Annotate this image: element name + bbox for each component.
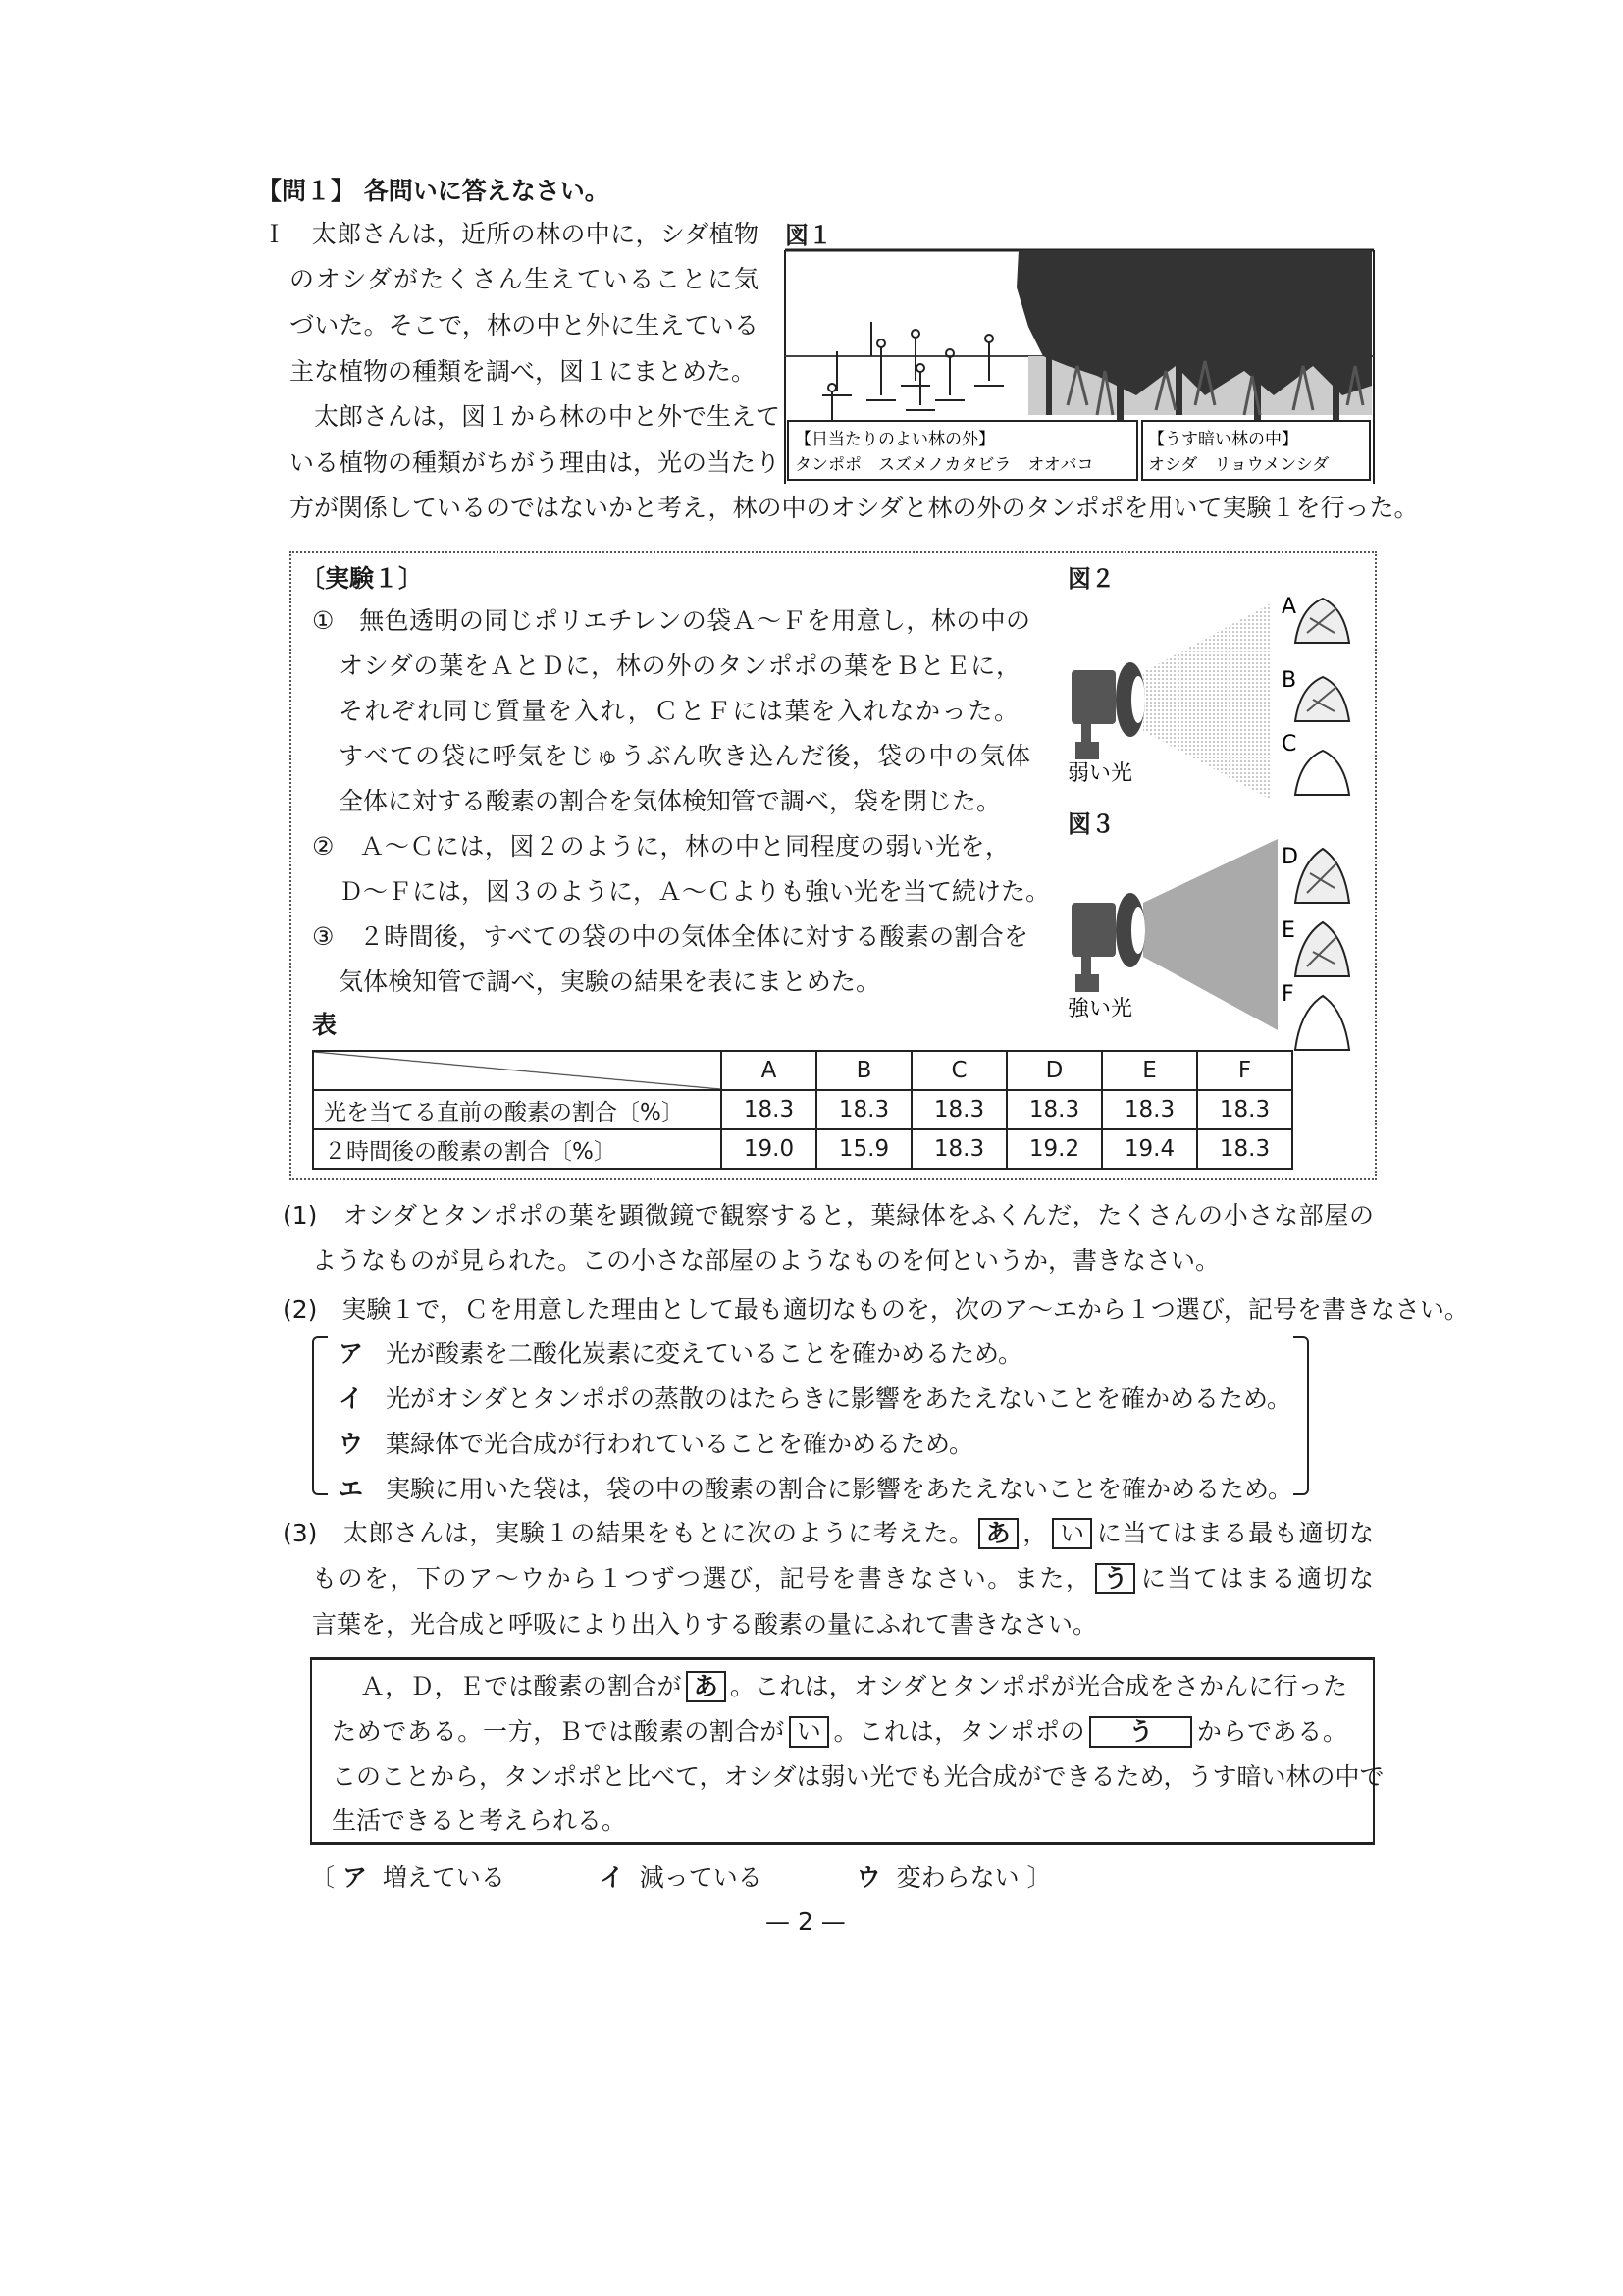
option-text: 光が酸素を二酸化炭素に変えていることを確かめるため。 <box>386 1339 1023 1368</box>
table-cell: 18.3 <box>721 1090 816 1129</box>
q3-text: ものを，下のア～ウから１つずつ選び，記号を書きなさい。また， <box>312 1564 1092 1592</box>
table-cell: 18.3 <box>816 1090 912 1129</box>
experiment-line: 全体に対する酸素の割合を気体検知管で調べ，袋を閉じた。 <box>339 787 1002 815</box>
q3-text: に当てはまる適切な <box>1139 1564 1374 1592</box>
intro-line: のオシダがたくさん生えていることに気 <box>289 265 759 293</box>
box-text: 。これは，タンポポの <box>832 1717 1086 1746</box>
row-header: ２時間後の酸素の割合〔%〕 <box>313 1129 721 1169</box>
choice-key: ア <box>341 1863 367 1892</box>
bag-label-a: A <box>1282 595 1297 619</box>
intro-line: Ｉ 太郎さんは，近所の林の中に，シダ植物 <box>262 220 759 248</box>
table-header-row <box>313 1051 1292 1090</box>
table-cell: 18.3 <box>1197 1090 1292 1129</box>
choice-key: ウ <box>856 1863 881 1892</box>
outside-title: 【日当たりのよい林の外】 <box>795 430 995 449</box>
experiment-line: 気体検知管で調べ，実験の結果を表にまとめた。 <box>339 967 880 996</box>
table-cell: 18.3 <box>1197 1129 1292 1169</box>
choice-text: 増えている <box>382 1863 505 1892</box>
col-header: B <box>816 1051 912 1090</box>
blank-u: う <box>1095 1563 1135 1594</box>
experiment-title: 〔実験１〕 <box>300 564 424 593</box>
outside-plants: タンポポ スズメノカタビラ オオバコ <box>795 455 1094 475</box>
box-line: このことから，タンポポと比べて，オシダは弱い光でも光合成ができるため，うす暗い林の中で <box>332 1762 1385 1791</box>
box-text: 。これは，オシダとタンポポが光合成をさかんに行った <box>729 1672 1347 1700</box>
right-bracket <box>1293 1336 1309 1495</box>
col-header: F <box>1197 1051 1292 1090</box>
q3-text: に当てはまる最も適切な <box>1096 1519 1374 1547</box>
box-text: ためである。一方，Ｂでは酸素の割合が <box>332 1717 785 1746</box>
q2-line: (2) 実験１で，Ｃを用意した理由として最も適切なものを，次のア～エから１つ選び，記号を書きなさい。 <box>283 1295 1469 1324</box>
inside-plants: オシダ リョウメンシダ <box>1148 455 1330 475</box>
option-key: エ <box>339 1475 364 1503</box>
q3-line: 言葉を，光合成と呼吸により出入りする酸素の量にふれて書きなさい。 <box>312 1610 1098 1639</box>
q1-line: (1) オシダとタンポポの葉を顕微鏡で観察すると，葉緑体をふくんだ，たくさんの小さな部屋の <box>283 1201 1374 1229</box>
option-text: 光がオシダとタンポポの蒸散のはたらきに影響をあたえないことを確かめるため。 <box>386 1384 1292 1413</box>
bag-label-c: C <box>1282 732 1297 757</box>
bracket-close: 〕 <box>1026 1863 1052 1892</box>
table-corner-cell <box>313 1051 721 1090</box>
box-text: Ａ，Ｄ，Ｅでは酸素の割合が <box>360 1672 682 1700</box>
intro-line: 主な植物の種類を調べ，図１にまとめた。 <box>289 357 757 386</box>
intro-line: いる植物の種類がちがう理由は，光の当たり <box>289 448 781 477</box>
bag-label-d: D <box>1282 845 1298 869</box>
bracket-open: 〔 <box>310 1863 336 1892</box>
q3-line <box>312 1562 1374 1595</box>
strong-light-label: 強い光 <box>1068 997 1133 1021</box>
table-row <box>313 1129 1292 1169</box>
intro-line: 太郎さんは，図１から林の中と外で生えて <box>289 402 781 431</box>
option-text: 実験に用いた袋は，袋の中の酸素の割合に影響をあたえないことを確かめるため。 <box>386 1475 1293 1503</box>
table-cell: 18.3 <box>1102 1090 1197 1129</box>
table-cell: 18.3 <box>912 1090 1007 1129</box>
figure1-illustration <box>783 248 1376 486</box>
bag-label-b: B <box>1282 668 1297 693</box>
experiment-line: ③ ２時間後，すべての袋の中の気体全体に対する酸素の割合を <box>312 922 1028 951</box>
col-header: D <box>1007 1051 1102 1090</box>
q3-line <box>283 1517 1374 1550</box>
figure2-illustration <box>1060 584 1374 809</box>
box-line <box>360 1670 1347 1703</box>
experiment-line: Ｄ～Ｆには，図３のように，Ａ～Ｃよりも強い光を当て続けた。 <box>339 877 1051 906</box>
table-cell: 15.9 <box>816 1129 912 1169</box>
table-cell: 19.0 <box>721 1129 816 1169</box>
figure3-label: 図３ <box>1068 810 1115 838</box>
q3-text: ， <box>1021 1519 1049 1547</box>
blank-a: あ <box>978 1518 1019 1549</box>
option-key: ア <box>339 1339 364 1368</box>
page-number: — 2 — <box>765 1907 846 1936</box>
box-text: からである。 <box>1196 1717 1347 1746</box>
q3-text: (3) 太郎さんは，実験１の結果をもとに次のように考えた。 <box>283 1519 974 1547</box>
figure2-label: 図２ <box>1068 565 1115 593</box>
blank-i: い <box>789 1716 829 1748</box>
bag-label-f: F <box>1282 982 1294 1007</box>
experiment-line: ② Ａ～Ｃには，図２のように，林の中と同程度の弱い光を， <box>312 832 1010 861</box>
results-table <box>312 1050 1293 1170</box>
inside-title: 【うす暗い林の中】 <box>1148 430 1298 449</box>
option-text: 葉緑体で光合成が行われていることを確かめるため。 <box>386 1430 974 1458</box>
col-header: A <box>721 1051 816 1090</box>
intro-line: づいた。そこで，林の中と外に生えている <box>289 311 759 339</box>
table-cell: 18.3 <box>912 1129 1007 1169</box>
choice-key: イ <box>599 1863 624 1892</box>
figure1-label: 図１ <box>785 222 832 249</box>
intro-line: 方が関係しているのではないかと考え，林の中のオシダと林の外のタンポポを用いて実験１を行った。 <box>289 494 1419 522</box>
row-header: 光を当てる直前の酸素の割合〔%〕 <box>313 1090 721 1129</box>
col-header: E <box>1102 1051 1197 1090</box>
blank-i: い <box>1052 1518 1092 1549</box>
figure3-illustration <box>1060 829 1374 1055</box>
experiment-line: ① 無色透明の同じポリエチレンの袋Ａ～Ｆを用意し，林の中の <box>312 606 1030 635</box>
option-key: ウ <box>339 1430 364 1458</box>
box-line: 生活できると考えられる。 <box>332 1806 627 1835</box>
blank-a: あ <box>686 1671 726 1702</box>
experiment-line: すべての袋に呼気をじゅうぶん吹き込んだ後，袋の中の気体 <box>339 742 1030 770</box>
question-title: 【問１】 各問いに答えなさい。 <box>257 177 609 205</box>
weak-light-label: 弱い光 <box>1068 761 1133 786</box>
table-cell: 19.4 <box>1102 1129 1197 1169</box>
experiment-line: オシダの葉をＡとＤに，林の外のタンポポの葉をＢとＥに， <box>339 652 1021 680</box>
blank-u: う <box>1089 1716 1192 1748</box>
table-cell: 18.3 <box>1007 1090 1102 1129</box>
left-bracket <box>312 1336 328 1495</box>
bag-label-e: E <box>1282 918 1295 943</box>
col-header: C <box>912 1051 1007 1090</box>
option-key: イ <box>339 1384 364 1413</box>
choices-line <box>310 1861 1052 1895</box>
table-label: 表 <box>312 1011 338 1039</box>
table-row <box>313 1090 1292 1129</box>
choice-text: 変わらない <box>896 1863 1020 1892</box>
box-line <box>332 1715 1347 1748</box>
choice-text: 減っている <box>639 1863 762 1892</box>
table-cell: 19.2 <box>1007 1129 1102 1169</box>
q1-line: ようなものが見られた。この小さな部屋のようなものを何というか，書きなさい。 <box>312 1246 1221 1275</box>
experiment-line: それぞれ同じ質量を入れ，ＣとＦには葉を入れなかった。 <box>339 697 1019 725</box>
